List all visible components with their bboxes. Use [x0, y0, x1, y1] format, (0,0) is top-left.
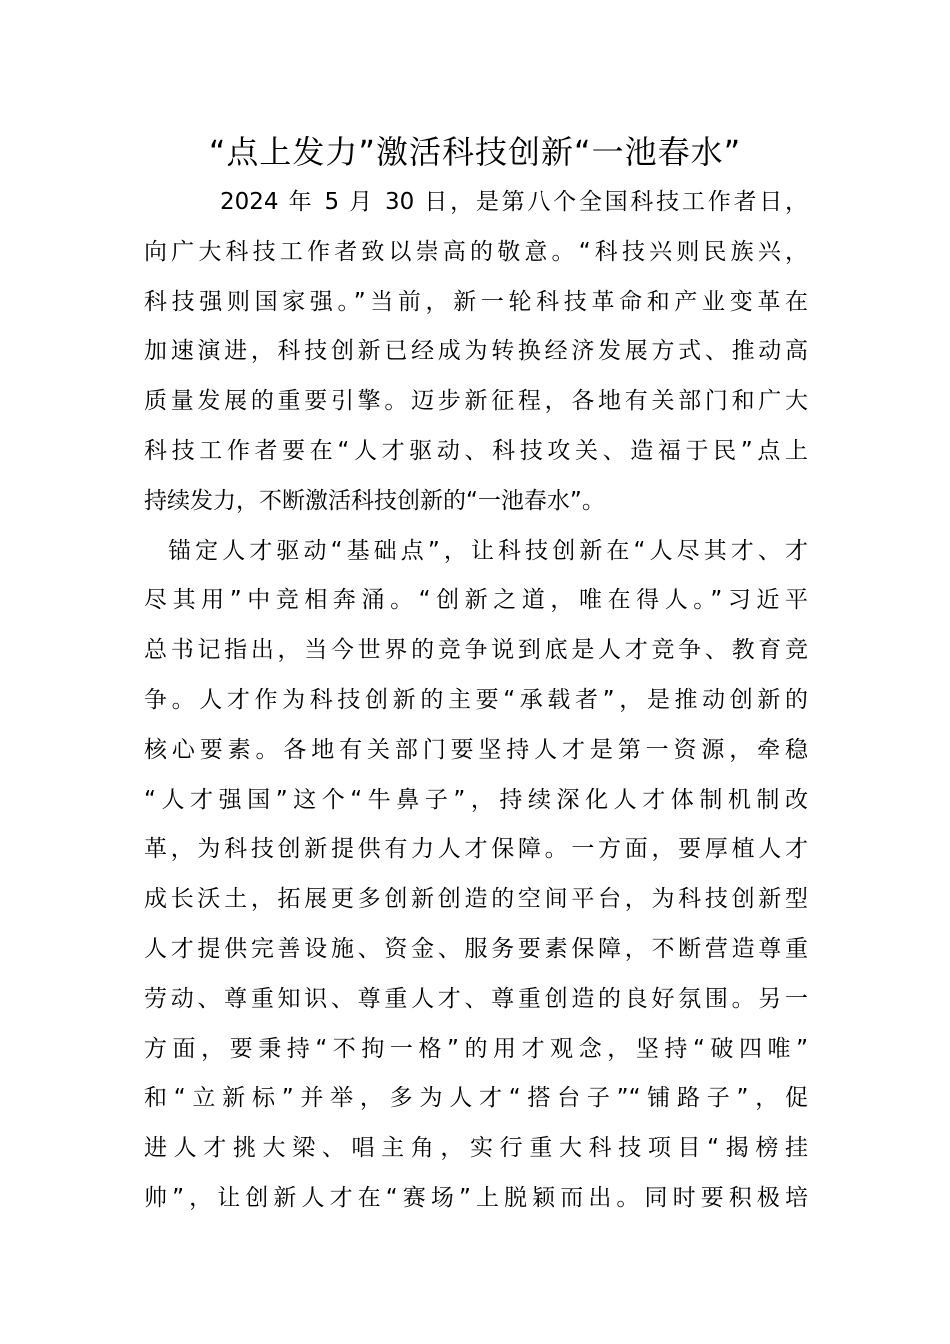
text-line: 尽其用”中竞相奔涌。“创新之道，唯在得人。”习近平	[144, 587, 808, 614]
document-title: “点上发力”激活科技创新“一池春水”	[208, 133, 742, 171]
text-line: 帅”，让创新人才在“赛场”上脱颖而出。同时要积极培	[144, 1184, 808, 1211]
text-line: 革，为科技创新提供有力人才保障。一方面，要厚植人才	[144, 836, 808, 863]
text-line: 劳动、尊重知识、尊重人才、尊重创造的良好氛围。另一	[144, 985, 808, 1012]
text-line: 进人才挑大梁、唱主角，实行重大科技项目“揭榜挂	[144, 1135, 808, 1162]
text-line: 和“立新标”并举，多为人才“搭台子”“铺路子”，促	[144, 1085, 808, 1112]
text-line: 核心要素。各地有关部门要坚持人才是第一资源，牵稳	[144, 736, 808, 763]
text-line: 锚定人才驱动“基础点”，让科技创新在“人尽其才、才	[168, 537, 808, 564]
paragraph-1	[144, 178, 808, 527]
text-line: 方面，要秉持“不拘一格”的用才观念，坚持“破四唯”	[144, 1035, 808, 1062]
text-line: 争。人才作为科技创新的主要“承载者”，是推动创新的	[144, 686, 808, 713]
text-line: 总书记指出，当今世界的竞争说到底是人才竞争、教育竞	[144, 637, 808, 664]
document-body	[144, 178, 808, 1224]
text-line: 科技工作者要在“人才驱动、科技攻关、造福于民”点上	[144, 437, 808, 464]
paragraph-2	[144, 527, 808, 1224]
text-line: “人才强国”这个“牛鼻子”，持续深化人才体制机制改	[144, 786, 808, 813]
text-line: 人才提供完善设施、资金、服务要素保障，不断营造尊重	[144, 935, 808, 962]
text-line: 持续发力，不断激活科技创新的“一池春水”。	[144, 487, 605, 514]
text-line: 质量发展的重要引擎。迈步新征程，各地有关部门和广大	[144, 388, 808, 415]
text-line: 科技强则国家强。”当前，新一轮科技革命和产业变革在	[144, 288, 808, 315]
text-line: 成长沃土，拓展更多创新创造的空间平台，为科技创新型	[144, 886, 808, 913]
text-line: 2024 年 5 月 30 日，是第八个全国科技工作者日，	[220, 189, 808, 215]
text-line: 向广大科技工作者致以崇高的敬意。“科技兴则民族兴，	[144, 238, 808, 265]
text-line: 加速演进，科技创新已经成为转换经济发展方式、推动高	[144, 338, 808, 365]
